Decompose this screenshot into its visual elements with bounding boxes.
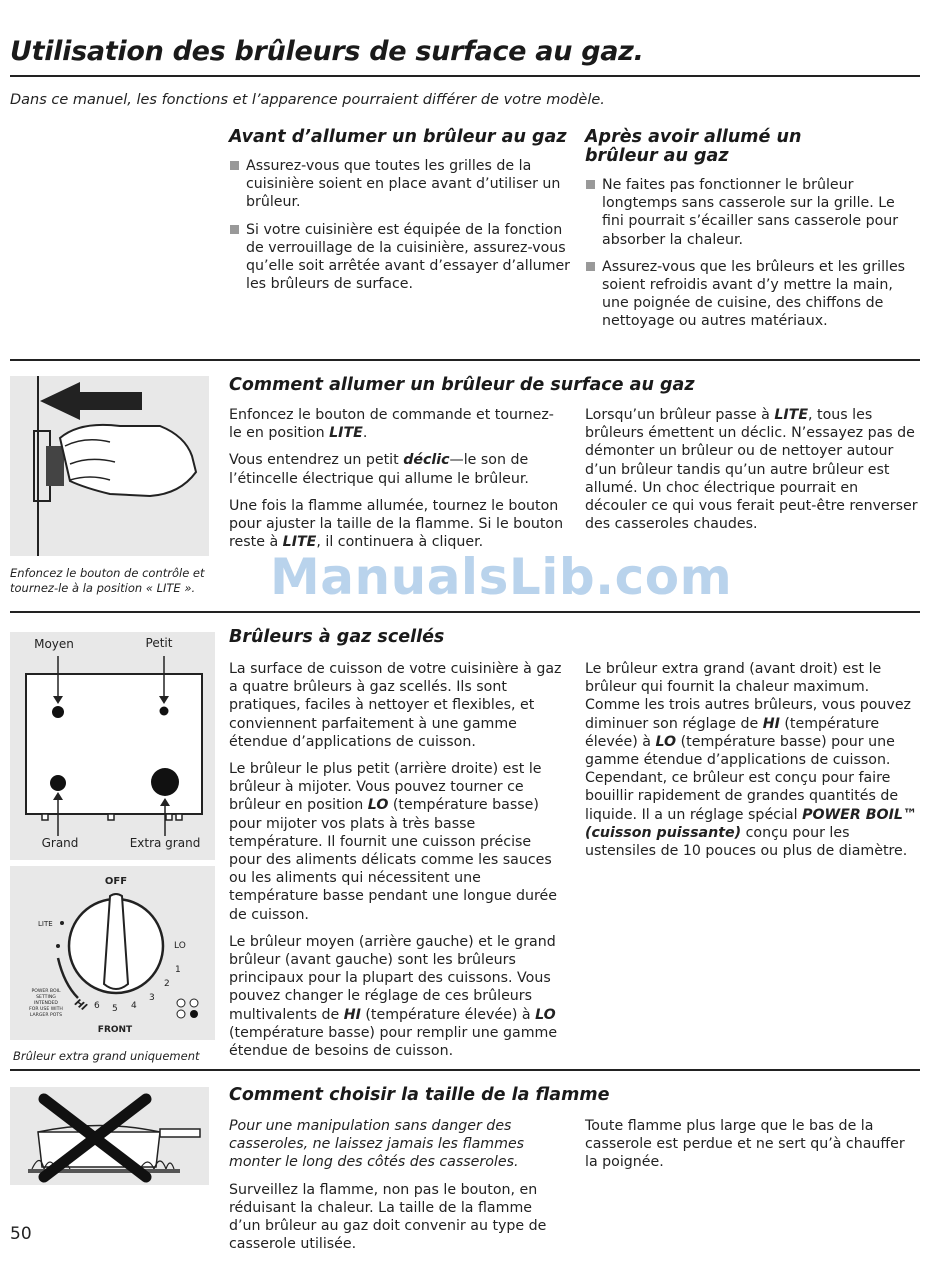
label-moyen: Moyen bbox=[34, 637, 74, 651]
paragraph: Lorsqu’un brûleur passe à LITE, tous les brûleurs émettent un déclic. N’essayez pas de démonter un brûleur ou de nettoyer autour d’un brûleur tandis qu’un autre brûleur est allumé. Un choc électrique pourrait en découler ce qui vous ferait peut-être renverser des casseroles chaudes. bbox=[585, 407, 918, 533]
flamme-col-right bbox=[585, 1117, 920, 1181]
knob-diagram bbox=[10, 866, 215, 1040]
allumer-heading-wrap bbox=[229, 376, 929, 395]
burner-grand bbox=[50, 775, 66, 791]
flamme-heading-wrap bbox=[229, 1086, 929, 1105]
cooktop-diagram-icon bbox=[10, 632, 215, 860]
burner-layout-diagram bbox=[10, 632, 215, 860]
knob-number: 3 bbox=[149, 993, 155, 1003]
power-boil-text: FOR USE WITH bbox=[29, 1007, 63, 1012]
power-boil-text: INTENDED bbox=[34, 1001, 58, 1006]
paragraph: Le brûleur moyen (arrière gauche) et le grand brûleur (avant gauche) sont les brûleurs principaux pour la plupart des cuissons. Vous pouvez changer le réglage de ces brûleurs multivalents de HI (température élevée) à LO (température basse) pour remplir une gamme étendue de besoins de cuisson. bbox=[229, 933, 558, 1060]
knob-number: 6 bbox=[94, 1001, 100, 1011]
scelles-heading-wrap bbox=[229, 628, 929, 647]
avant-heading: Avant d’allumer un brûleur au gaz bbox=[229, 127, 567, 147]
knob-lo-label: LO bbox=[174, 941, 186, 951]
knob-caption: Brûleur extra grand uniquement bbox=[13, 1049, 200, 1063]
burner-petit bbox=[160, 707, 169, 716]
knob-push-caption: Enfoncez le bouton de contrôle et tournez-le à la position « LITE ». bbox=[10, 566, 205, 595]
power-boil-text: LARGER POTS bbox=[29, 1013, 63, 1018]
knob-off-label: OFF bbox=[104, 876, 128, 887]
flame-pot-illustration bbox=[10, 1087, 209, 1185]
knob-lite-label: LITE bbox=[38, 920, 53, 928]
burner-moyen bbox=[52, 706, 64, 718]
page-title: Utilisation des brûleurs de surface au gaz. bbox=[10, 36, 644, 67]
allumer-col-right bbox=[585, 406, 920, 542]
paragraph: Une fois la flamme allumée, tournez le bouton pour ajuster la taille de la flamme. Si le bouton reste à LITE, il continuera à cliquer. bbox=[229, 497, 564, 551]
hand-pushing-knob-icon bbox=[10, 376, 209, 556]
paragraph: Toute flamme plus large que le bas de la casserole est perdue et ne sert qu’à chauffer la poignée. bbox=[585, 1118, 905, 1171]
section-divider bbox=[10, 359, 920, 361]
label-grand: Grand bbox=[41, 836, 79, 850]
list-item: Assurez-vous que toutes les grilles de la cuisinière soient en place avant d’utiliser un brûleur. bbox=[229, 157, 574, 212]
paragraph: Enfoncez le bouton de commande et tournez-le en position LITE. bbox=[229, 407, 554, 442]
paragraph: Le brûleur le plus petit (arrière droite) est le brûleur à mijoter. Vous pouvez tourner ce brûleur en position LO (température basse) pour mijoter vos plats à très basse température. Il fournit une cuisson précise pour des aliments délicats comme les sauces ou les aliments qui nécessitent une température basse pendant une longue durée de cuisson. bbox=[229, 761, 557, 923]
apres-list bbox=[585, 176, 920, 331]
burner-extra-grand bbox=[151, 768, 179, 796]
label-extra-grand: Extra grand bbox=[129, 836, 201, 850]
paragraph: Le brûleur extra grand (avant droit) est le brûleur qui fournit la chaleur maximum. Comme les trois autres brûleurs, vous pouvez diminuer son réglage de HI (température élevée) à LO (température basse) pour une gamme étendue d’applications de cuisson. Cependant, ce brûleur est conçu pour faire bouillir rapidement de grandes quantités de liquide. Il a un réglage spécial POWER BOIL™ (cuisson puissante) conçu pour les ustensiles de 10 pouces ou plus de diamètre. bbox=[585, 661, 918, 860]
paragraph: Surveillez la flamme, non pas le bouton, en réduisant la chaleur. La taille de la flamme d’un brûleur au gaz doit convenir au type de casserole utilisée. bbox=[229, 1181, 547, 1253]
power-boil-text: POWER BOIL bbox=[31, 989, 61, 994]
flamme-col-left bbox=[229, 1117, 564, 1262]
knob-push-illustration bbox=[10, 376, 209, 556]
page-number: 50 bbox=[10, 1224, 32, 1244]
scelles-heading: Brûleurs à gaz scellés bbox=[229, 627, 445, 647]
paragraph: Vous entendrez un petit déclic—le son de l’étincelle électrique qui allume le brûleur. bbox=[229, 452, 529, 487]
list-item: Assurez-vous que les brûleurs et les grilles soient refroidis avant d’y mettre la main, une poignée de cuisine, des chiffons de nettoyage ou autres matériaux. bbox=[585, 258, 920, 331]
knob-front-label: FRONT bbox=[97, 1025, 133, 1035]
section-divider bbox=[10, 611, 920, 613]
knob-number: 4 bbox=[131, 1001, 137, 1011]
knob-number: 1 bbox=[175, 965, 181, 975]
avant-list bbox=[229, 157, 574, 293]
page-subtitle: Dans ce manuel, les fonctions et l’apparence pourraient différer de votre modèle. bbox=[10, 92, 605, 108]
paragraph: La surface de cuisson de votre cuisinière à gaz a quatre brûleurs à gaz scellés. Ils sont pratiques, faciles à nettoyer et flexibles, et conviennent parfaitement à une gamme étendue d’applications de cuisson. bbox=[229, 661, 562, 750]
list-item: Ne faites pas fonctionner le brûleur longtemps sans casserole sur la grille. Le fini pourrait s’écailler sans casserole pour absorber la chaleur. bbox=[585, 176, 920, 249]
knob-number: 2 bbox=[164, 979, 170, 989]
knob-hi-label: HI bbox=[72, 997, 89, 1014]
power-boil-text: SETTING bbox=[36, 995, 56, 1000]
flamme-heading: Comment choisir la taille de la flamme bbox=[229, 1085, 610, 1105]
allumer-col-left bbox=[229, 406, 564, 560]
paragraph: Pour une manipulation sans danger des casseroles, ne laissez jamais les flammes monter le long des côtés des casseroles. bbox=[229, 1118, 525, 1171]
allumer-heading: Comment allumer un brûleur de surface au gaz bbox=[229, 375, 695, 395]
pot-flame-crossed-icon bbox=[10, 1087, 209, 1185]
apres-heading: Après avoir allumé un brûleur au gaz bbox=[585, 127, 802, 166]
section-avant bbox=[229, 128, 574, 302]
label-petit: Petit bbox=[145, 636, 173, 650]
burner-indicator-icon bbox=[190, 1010, 198, 1018]
section-divider bbox=[10, 1069, 920, 1071]
list-item: Si votre cuisinière est équipée de la fonction de verrouillage de la cuisinière, assurez-vous qu’elle soit arrêtée avant d’essayer d’allumer les brûleurs de surface. bbox=[229, 221, 574, 294]
scelles-col-left bbox=[229, 660, 564, 1069]
watermark: ManualsLib.com bbox=[270, 548, 733, 606]
scelles-col-right bbox=[585, 660, 920, 869]
section-apres bbox=[585, 128, 920, 340]
title-rule bbox=[10, 75, 920, 77]
control-knob-icon bbox=[10, 866, 215, 1040]
knob-number: 5 bbox=[112, 1004, 118, 1014]
